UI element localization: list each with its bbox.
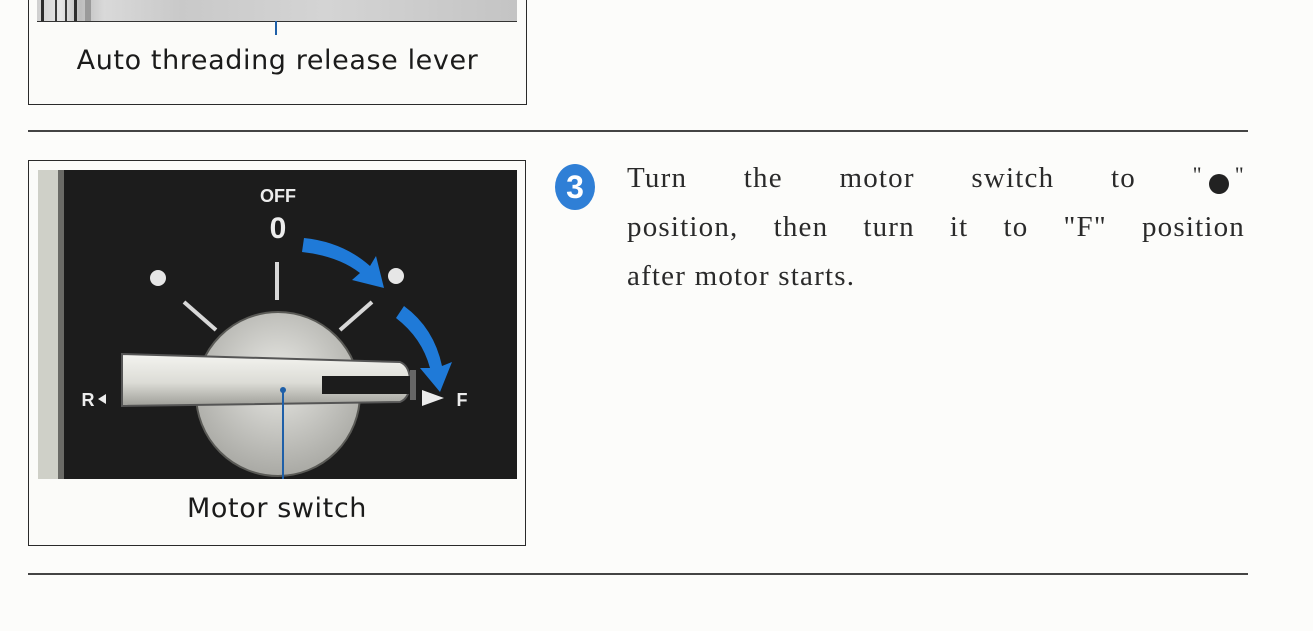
auto-threading-photo bbox=[37, 0, 517, 22]
lever-stripes-graphic bbox=[41, 0, 101, 21]
stop-position-dot bbox=[150, 270, 166, 286]
lever-pointer-line bbox=[275, 21, 277, 35]
word: motor bbox=[839, 162, 915, 194]
zero-label: 0 bbox=[269, 212, 287, 245]
word: then bbox=[773, 211, 829, 243]
reverse-label: R bbox=[81, 390, 95, 410]
step-text-line-2 bbox=[627, 211, 1245, 244]
start-position-dot bbox=[388, 268, 404, 284]
f-position-label: "F" bbox=[1063, 211, 1107, 243]
forward-label: F bbox=[456, 390, 468, 410]
close-quote: " bbox=[1234, 162, 1245, 187]
step-text-line-1 bbox=[627, 162, 1245, 201]
word: to bbox=[1110, 162, 1136, 194]
step-text-line-3: after motor starts. bbox=[627, 260, 856, 292]
off-label: OFF bbox=[260, 186, 296, 206]
section-divider bbox=[28, 573, 1248, 575]
word: switch bbox=[971, 162, 1055, 194]
word: Turn bbox=[627, 162, 688, 194]
word: position bbox=[1141, 211, 1245, 243]
step-number-badge: 3 bbox=[555, 164, 595, 210]
dot-position-symbol bbox=[1193, 162, 1245, 201]
motor-switch-photo bbox=[38, 170, 517, 479]
word: it bbox=[949, 211, 969, 243]
figure-caption-auto-threading: Auto threading release lever bbox=[76, 45, 479, 76]
word: position, bbox=[627, 211, 739, 243]
motor-switch-figure bbox=[28, 160, 526, 546]
dot-icon bbox=[1209, 174, 1229, 194]
section-divider bbox=[28, 130, 1248, 132]
word: turn bbox=[863, 211, 915, 243]
figure-caption-motor-switch: Motor switch bbox=[187, 493, 367, 524]
word: to bbox=[1003, 211, 1029, 243]
word: the bbox=[743, 162, 783, 194]
auto-threading-figure bbox=[28, 0, 527, 105]
open-quote: " bbox=[1192, 162, 1203, 187]
